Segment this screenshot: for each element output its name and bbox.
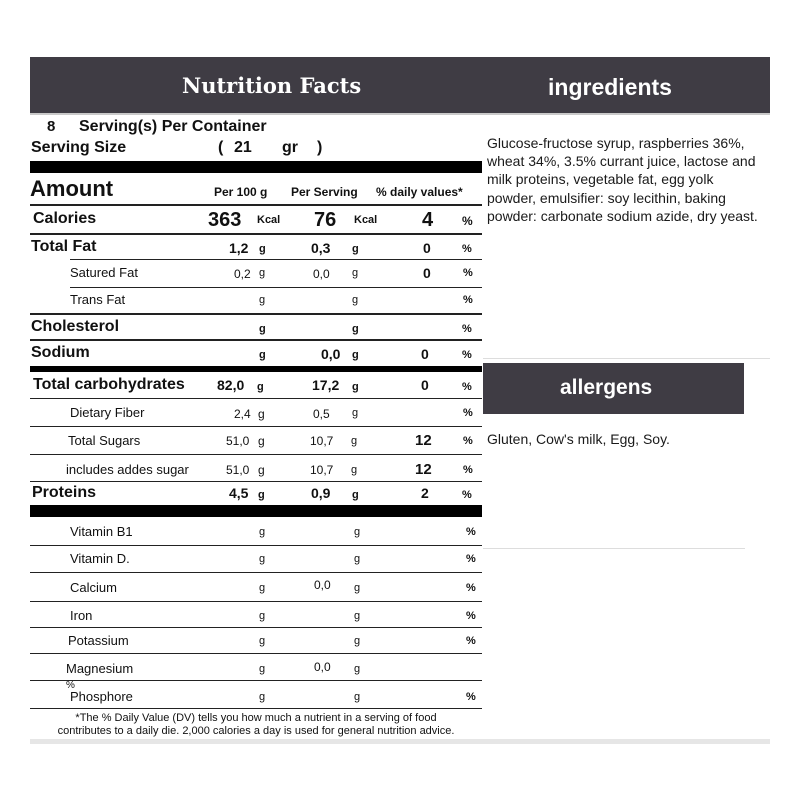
ingredients-divider xyxy=(483,358,770,359)
nutrient-perserving-unit: g xyxy=(352,323,359,335)
vitamin-per100-unit: g xyxy=(259,635,266,647)
serving-size-close-paren: ) xyxy=(317,139,323,156)
vitamin-dv-sign: % xyxy=(466,582,476,594)
nutrient-perserving: 10,7 xyxy=(310,434,334,448)
nutrient-per100-unit: g xyxy=(259,267,266,279)
nutrient-label-total-sugars: Total Sugars xyxy=(68,433,141,448)
nutrient-dv-sign: % xyxy=(463,294,473,306)
nutrient-dv: 12 xyxy=(415,432,432,449)
nutrient-label-added-sugar: includes addes sugar xyxy=(66,462,189,477)
nutrient-perserving-unit: g xyxy=(352,267,359,279)
nutrient-per100-unit: g xyxy=(259,323,266,335)
nutrient-dv: 12 xyxy=(415,461,432,478)
vitamin-per100-unit: g xyxy=(259,526,266,538)
vitamin-dv-sign: % xyxy=(466,526,476,538)
calories-rule xyxy=(30,233,482,235)
nutrient-dv: 2 xyxy=(421,485,429,501)
row-rule xyxy=(30,313,482,315)
row-rule xyxy=(30,545,482,546)
row-rule xyxy=(30,601,482,602)
row-rule xyxy=(30,426,482,427)
vitamin-perserving-unit: g xyxy=(354,635,361,647)
vitamin-perserving-unit: g xyxy=(354,553,361,565)
allergens-text: Gluten, Cow's milk, Egg, Soy. xyxy=(487,431,670,447)
vitamin-label-potassium: Potassium xyxy=(68,633,129,648)
thick-divider-middle xyxy=(30,366,482,372)
thick-divider-bottom xyxy=(30,505,482,517)
vitamin-label-phosphore: Phosphore xyxy=(70,689,133,704)
nutrient-dv-sign: % xyxy=(463,435,473,447)
row-rule xyxy=(30,398,482,399)
calories-perserving-unit: Kcal xyxy=(354,214,378,226)
nutrient-label-proteins: Proteins xyxy=(32,484,97,501)
nutrient-dv-sign: % xyxy=(463,464,473,476)
vitamin-per100-unit: g xyxy=(259,691,266,703)
nutrient-perserving-unit: g xyxy=(352,489,359,501)
nutrient-perserving-unit: g xyxy=(351,435,358,447)
amount-label: Amount xyxy=(30,176,114,201)
nutrient-perserving-unit: g xyxy=(352,381,359,393)
nutrient-dv-sign: % xyxy=(463,267,473,279)
nutrient-perserving: 0,0 xyxy=(313,267,330,281)
row-rule xyxy=(30,653,482,654)
calories-dv-sign: % xyxy=(462,214,473,228)
nutrient-label-total-carbohydrates: Total carbohydrates xyxy=(33,376,185,393)
row-rule xyxy=(30,339,482,341)
calories-per100-unit: Kcal xyxy=(257,214,281,226)
nutrient-per100-unit: g xyxy=(259,294,266,306)
nutrient-label-cholesterol: Cholesterol xyxy=(31,318,120,335)
daily-value-footnote xyxy=(30,712,482,737)
serving-size-value: 21 xyxy=(234,139,252,156)
nutrient-label-saturated-fat: Satured Fat xyxy=(70,265,138,280)
nutrient-per100: 4,5 xyxy=(229,485,249,501)
vitamin-per100-unit: g xyxy=(259,663,266,675)
nutrient-label-trans-fat: Trans Fat xyxy=(70,292,126,307)
nutrient-per100: 82,0 xyxy=(217,377,245,393)
nutrient-perserving-unit: g xyxy=(352,407,359,419)
nutrition-facts-title: Nutrition Facts xyxy=(182,73,362,98)
row-rule xyxy=(30,572,482,573)
nutrient-per100: 1,2 xyxy=(229,240,249,256)
footnote-line-1: *The % Daily Value (DV) tells you how much a nutrient in a serving of food xyxy=(75,712,437,724)
row-rule xyxy=(30,680,482,681)
row-rule xyxy=(70,259,482,260)
calories-perserving: 76 xyxy=(314,209,337,231)
vitamin-dv-sign: % xyxy=(466,635,476,647)
nutrient-per100-unit: g xyxy=(258,407,265,421)
serving-size-unit: gr xyxy=(282,139,298,156)
vitamin-perserving-unit: g xyxy=(354,526,361,538)
nutrient-dv: 0 xyxy=(423,240,431,256)
nutrient-dv-sign: % xyxy=(462,243,472,255)
allergens-title: allergens xyxy=(560,376,653,399)
nutrient-perserving: 0,3 xyxy=(311,240,331,256)
calories-label: Calories xyxy=(33,210,97,227)
bottom-rule xyxy=(30,739,770,744)
nutrient-dv-sign: % xyxy=(463,407,473,419)
nutrient-per100: 51,0 xyxy=(226,463,250,477)
nutrient-per100: 2,4 xyxy=(234,407,251,421)
nutrient-per100-unit: g xyxy=(258,434,265,448)
vitamin-perserving: 0,0 xyxy=(314,660,331,674)
phosphore-stray-percent: % xyxy=(66,680,75,691)
header-divider xyxy=(30,113,770,115)
vitamin-label-d: Vitamin D. xyxy=(70,551,130,566)
nutrient-label-total-fat: Total Fat xyxy=(31,238,97,255)
header-rule xyxy=(30,204,482,206)
vitamin-perserving-unit: g xyxy=(354,610,361,622)
nutrient-label-dietary-fiber: Dietary Fiber xyxy=(70,405,145,420)
perserving-column-header: Per Serving xyxy=(291,185,358,199)
nutrient-perserving: 10,7 xyxy=(310,463,334,477)
nutrient-per100-unit: g xyxy=(259,349,266,361)
nutrient-per100-unit: g xyxy=(257,381,264,393)
vitamin-label-magnesium: Magnesium xyxy=(66,661,134,676)
footnote-line-2: contributes to a daily die. 2,000 calories a day is used for general nutrition advice. xyxy=(57,724,455,737)
vitamin-per100-unit: g xyxy=(259,553,266,565)
vitamin-perserving-unit: g xyxy=(354,663,361,675)
row-rule xyxy=(30,708,482,709)
nutrient-per100-unit: g xyxy=(258,463,265,477)
nutrient-perserving: 0,0 xyxy=(321,346,341,362)
vitamin-perserving-unit: g xyxy=(354,582,361,594)
vitamin-label-iron: Iron xyxy=(70,608,93,623)
nutrient-perserving-unit: g xyxy=(352,294,359,306)
vitamin-perserving-unit: g xyxy=(354,691,361,703)
nutrient-dv-sign: % xyxy=(462,381,472,393)
nutrient-dv-sign: % xyxy=(462,349,472,361)
nutrient-perserving-unit: g xyxy=(352,349,359,361)
vitamin-dv-sign: % xyxy=(466,610,476,622)
vitamin-perserving: 0,0 xyxy=(314,578,331,592)
serving-size-label: Serving Size xyxy=(31,139,127,156)
nutrient-label-sodium: Sodium xyxy=(31,344,90,361)
row-rule xyxy=(30,627,482,628)
nutrient-perserving-unit: g xyxy=(352,243,359,255)
vitamin-per100-unit: g xyxy=(259,610,266,622)
ingredients-title: ingredients xyxy=(548,74,672,100)
nutrient-per100-unit: g xyxy=(258,489,265,501)
calories-dv: 4 xyxy=(422,209,434,231)
nutrient-per100-unit: g xyxy=(259,243,266,255)
nutrient-dv: 0 xyxy=(421,377,429,393)
nutrient-dv: 0 xyxy=(421,346,429,362)
row-rule xyxy=(30,454,482,455)
nutrient-perserving: 0,9 xyxy=(311,485,331,501)
ingredients-text: Glucose-fructose syrup, raspberries 36%, wheat 34%, 3.5% currant juice, lactose and milk proteins, vegetable fat, egg yolk powder, emulsifier: soy lecithin, baking powder: carbonate sodium azide, dry yeast. xyxy=(487,135,758,224)
nutrient-per100: 0,2 xyxy=(234,267,251,281)
nutrient-dv: 0 xyxy=(423,265,431,281)
nutrient-dv-sign: % xyxy=(462,323,472,335)
vitamin-dv-sign: % xyxy=(466,553,476,565)
vitamin-per100-unit: g xyxy=(259,582,266,594)
per100-column-header: Per 100 g xyxy=(214,185,268,199)
nutrient-perserving-unit: g xyxy=(351,464,358,476)
serving-size-open-paren: ( xyxy=(218,139,224,156)
dv-column-header: % daily values* xyxy=(376,185,463,199)
nutrient-perserving: 0,5 xyxy=(313,407,330,421)
allergens-divider xyxy=(483,548,745,549)
nutrient-per100: 51,0 xyxy=(226,434,250,448)
vitamin-label-calcium: Calcium xyxy=(70,580,117,595)
row-rule xyxy=(70,287,482,288)
servings-count: 8 xyxy=(47,118,56,135)
servings-per-container-label: Serving(s) Per Container xyxy=(79,118,267,135)
vitamin-label-b1: Vitamin B1 xyxy=(70,524,133,539)
calories-per100: 363 xyxy=(208,209,242,231)
nutrient-perserving: 17,2 xyxy=(312,377,340,393)
vitamin-dv-sign: % xyxy=(466,691,476,703)
row-rule xyxy=(30,481,482,482)
nutrient-dv-sign: % xyxy=(462,489,472,501)
thick-divider-top xyxy=(30,161,482,173)
